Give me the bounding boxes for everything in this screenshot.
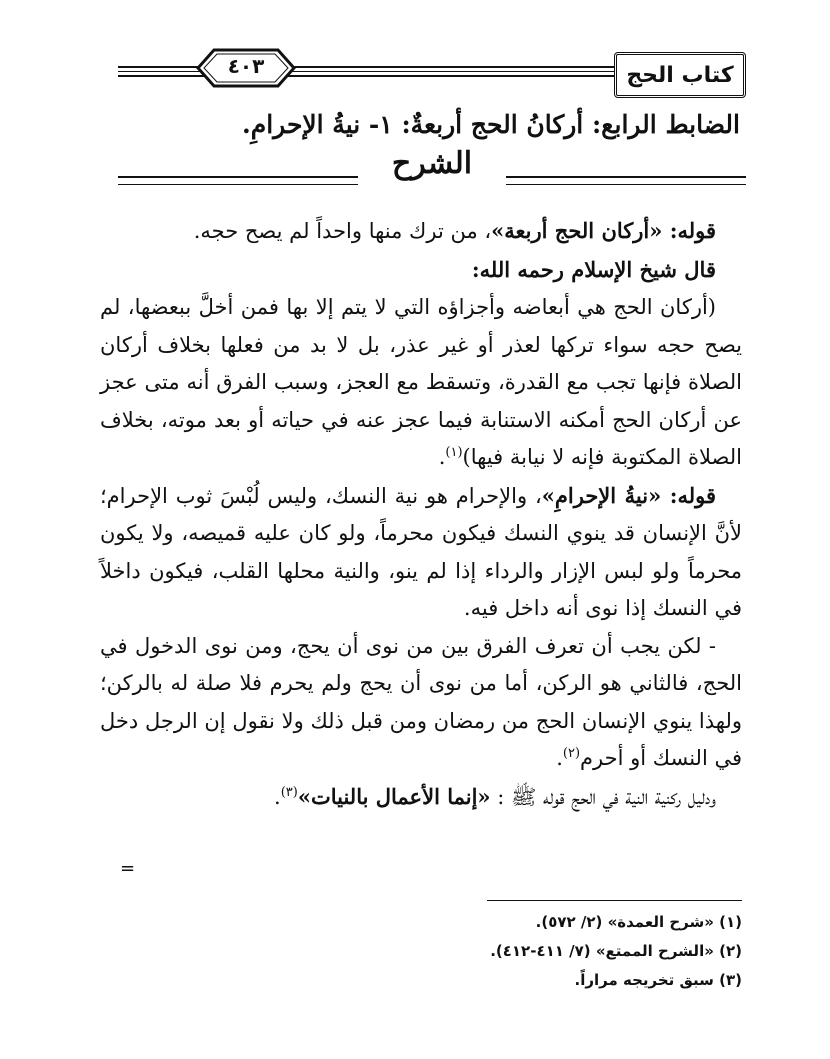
page-number: ٤٠٣ — [227, 54, 265, 78]
paragraph-2 — [100, 251, 742, 290]
footnote-separator — [487, 900, 742, 901]
footnote-ref: (١) — [445, 445, 463, 460]
paragraph-4 — [100, 477, 742, 628]
footnote-2: (٢) «الشرح الممتع» (٧/ ٤١١-٤١٢). — [490, 942, 742, 960]
section-rule-left — [118, 176, 358, 185]
quoted-text: «أركان الحج أربعة» — [491, 218, 663, 243]
section-rule-right — [506, 176, 746, 185]
paragraph-text: ، والإحرام هو نية النسك، وليس لُبْسَ ثوب الإحرام؛ لأنَّ الإنسان قد ينوي النسك فيكون محرماً، ولو كان عليه قميصه، ولا يكون محرماً ولو لبس الإزار والرداء إذا لم ينو، والنية محلها القلب، فيكون داخلاً في النسك إذا نوى أنه داخل فيه. — [100, 483, 742, 620]
paragraph-1 — [100, 212, 742, 251]
paragraph-text: - لكن يجب أن تعرف الفرق بين من نوى أن يحج، ومن نوى الدخول في الحج، فالثاني هو الركن، أما من نوى أن يحج ولم يحرم فلا صلة له بالركن؛ ولهذا ينوي الإنسان الحج من رمضان ومن قبل ذلك ولا نقول إن الرجل دخل في النسك أو أحرم — [100, 633, 742, 770]
section-heading — [118, 146, 746, 190]
page-number-badge — [196, 46, 296, 90]
footnote-1: (١) «شرح العمدة» (٢/ ٥٧٢). — [535, 913, 742, 931]
punctuation: . — [438, 445, 446, 469]
paragraph-3 — [100, 289, 742, 477]
quoted-text: «نيةُ الإحرامِ» — [541, 482, 662, 508]
paragraph-text: (أركان الحج هي أبعاضه وأجزاؤه التي لا يتم إلا بها فمن أخلَّ ببعضها، لم يصح حجه سواء تركها لعذر أو غير عذر، بل لا بد من فعلها بخلاف أركان الصلاة فإنها تجب مع القدرة، وتسقط مع العجز، وسبب الفرق أنه متى عجز عن أركان الحج أمكنه الاستنابة فيما عجز عنه في حياته أو بعد موته، بخلاف الصلاة المكتوبة فإنه لا نيابة فيها) — [100, 295, 742, 469]
punctuation: . — [556, 746, 563, 770]
quote-label: قوله: — [662, 218, 716, 243]
page-header — [118, 52, 746, 102]
commentary-body — [100, 212, 742, 816]
footnotes — [342, 908, 742, 995]
paragraph-5 — [100, 628, 742, 778]
section-title: الشرح — [391, 146, 473, 181]
footnote-3: (٣) سبق تخريجه مراراً. — [574, 971, 742, 989]
quote-label: قوله: — [661, 482, 717, 508]
margin-marker: = — [120, 858, 136, 879]
paragraph-text: ، من ترك منها واحداً لم يصح حجه. — [193, 219, 492, 243]
attribution: قال شيخ الإسلام رحمه الله: — [471, 256, 716, 282]
book-title: كتاب الحج — [614, 52, 746, 98]
footnote-ref: (٢) — [562, 746, 581, 761]
paragraph-6 — [100, 778, 742, 817]
footnote-ref: (٣) — [280, 784, 298, 800]
rule-heading: الضابط الرابع: أركانُ الحج أربعةٌ: ١- نيةُ الإحرامِ. — [242, 110, 740, 139]
paragraph-text: ودليل ركنية النية في الحج قوله ﷺ : — [490, 784, 716, 809]
punctuation: . — [274, 784, 281, 809]
hadith-quote: «إنما الأعمال بالنيات» — [297, 783, 491, 809]
